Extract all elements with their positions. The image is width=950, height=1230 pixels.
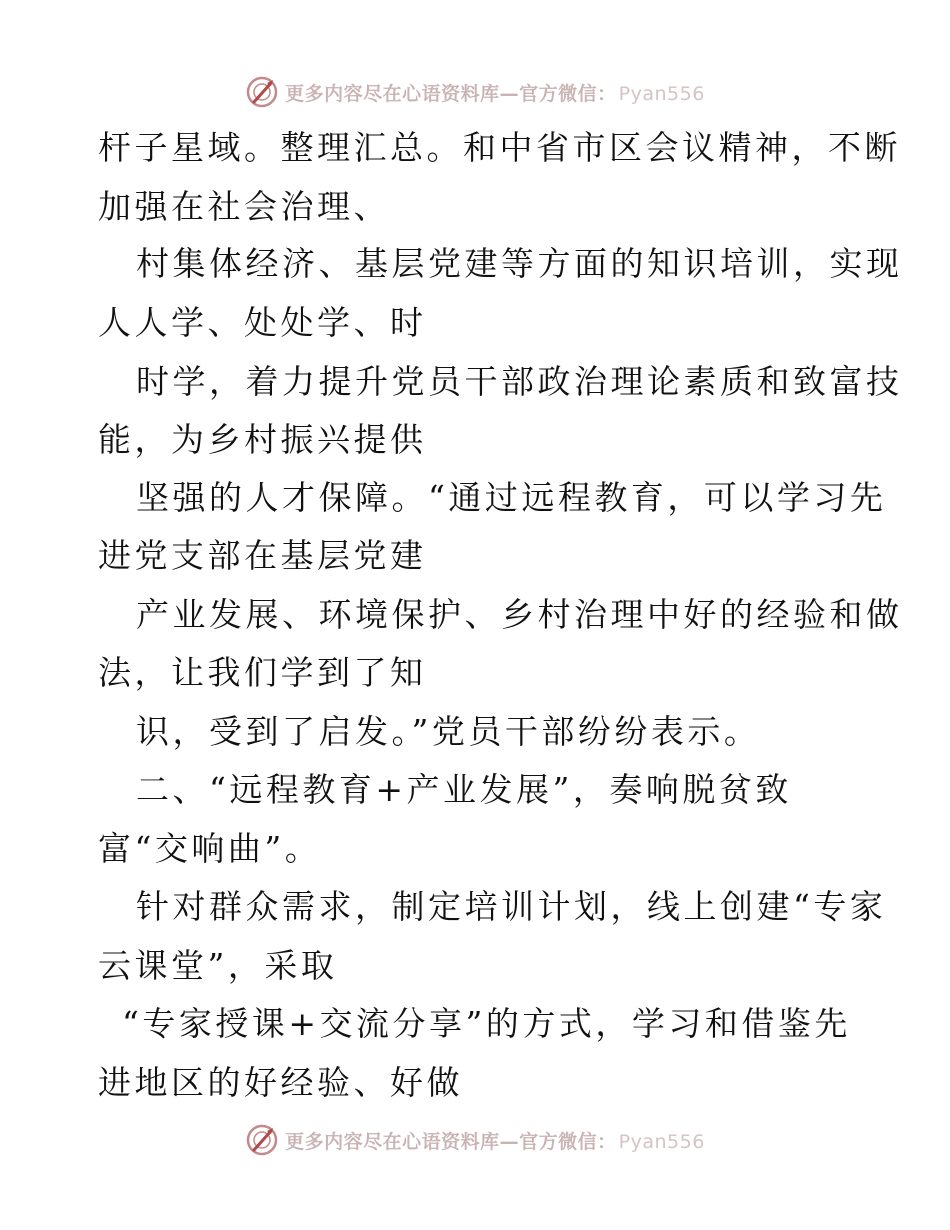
- text-line: 人人学、处处学、时: [98, 303, 427, 342]
- text-line: 村集体经济、基层党建等方面的知识培训，实现: [136, 244, 903, 283]
- text-line: 时学，着力提升党员干部政治理论素质和致富技: [136, 362, 903, 401]
- text-line: 能，为乡村振兴提供: [98, 420, 427, 459]
- text-line: 云课堂”，采取: [98, 946, 338, 985]
- text-line: 针对群众需求，制定培训计划，线上创建“专家: [136, 887, 887, 926]
- text-line: 杆子星域。整理汇总。和中省市区会议精神，不断: [98, 128, 901, 167]
- logo-icon: [245, 1123, 279, 1157]
- text-line: 加强在社会治理、: [98, 187, 390, 226]
- section-heading: 二、“远程教育+产业发展”，奏响脱贫致: [136, 770, 792, 809]
- text-line: 坚强的人才保障。“通过远程教育，可以学习先: [136, 478, 887, 517]
- text-line: 识，受到了启发。”党员干部纷纷表示。: [136, 712, 761, 751]
- text-line: 产业发展、环境保护、乡村治理中好的经验和做: [136, 595, 903, 634]
- text-line: “专家授课+交流分享”的方式，学习和借鉴先: [122, 1004, 851, 1043]
- header-watermark: [0, 72, 950, 112]
- watermark-text: 更多内容尽在心语资料库—官方微信： Pyan556: [285, 82, 705, 105]
- watermark-text: 更多内容尽在心语资料库—官方微信： Pyan556: [285, 1130, 705, 1153]
- footer-watermark: [0, 1120, 950, 1160]
- section-heading-continued: 富“交响曲”。: [98, 829, 322, 868]
- logo-icon: [245, 75, 279, 109]
- text-line: 法，让我们学到了知: [98, 653, 427, 692]
- text-line: 进党支部在基层党建: [98, 536, 427, 575]
- text-line: 进地区的好经验、好做: [98, 1063, 463, 1102]
